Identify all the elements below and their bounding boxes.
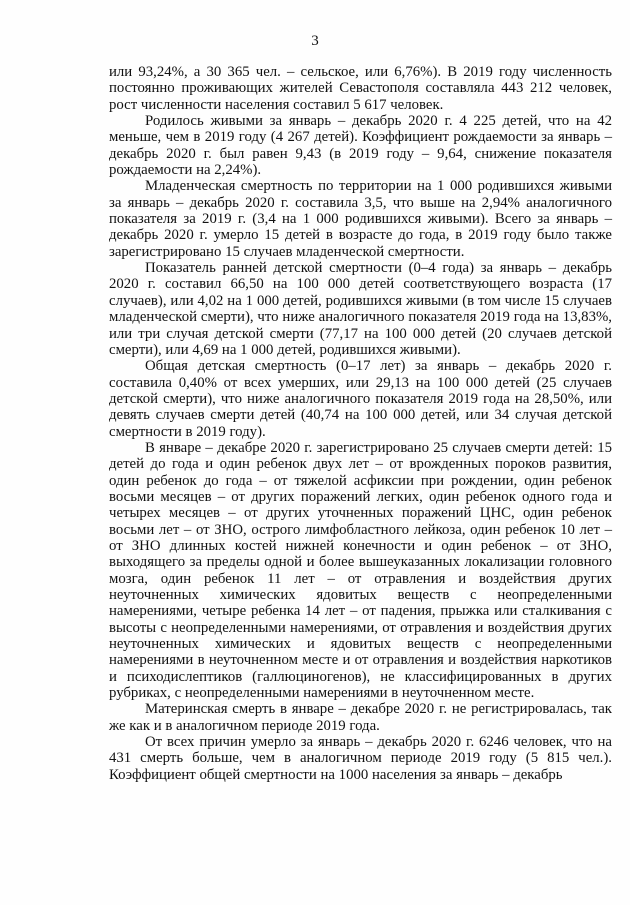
body-text [109, 64, 612, 783]
paragraph-infant-mortality: Младенческая смертность по территории на 1 000 родившихся живыми за январь – декабрь 2020 г. составила 3,5, что выше на 2,94% аналогичного показателя за 2019 г. (3,4 на 1 000 родившихся живыми). Всего за январь – декабрь 2020 г. умерло 15 детей в возрасте до года, в 2019 году было также зарегистрировано 15 случаев младенческой смертности. [109, 178, 612, 260]
paragraph-maternal-mortality: Материнская смерть в январе – декабре 2020 г. не регистрировалась, так же как и в аналогичном периоде 2019 года. [109, 701, 612, 734]
paragraph-population-continued: или 93,24%, а 30 365 чел. – сельское, или 6,76%). В 2019 году численность постоянно проживающих жителей Севастополя составляла 443 212 человек, рост численности населения составил 5 617 человек. [109, 64, 612, 113]
paragraph-child-death-causes: В январе – декабре 2020 г. зарегистрировано 25 случаев смерти детей: 15 детей до года и один ребенок двух лет – от врожденных пороков развития, один ребенок до года – от тяжелой асфиксии при рождении, один ребенок восьми месяцев – от других поражений легких, один ребенок одного года и четырех месяцев – от других уточненных поражений ЦНС, один ребенок восьми лет – от ЗНО, острого лимфобластного лейкоза, один ребенок 10 лет – от ЗНО длинных костей нижней конечности и один ребенок – от ЗНО, выходящего за пределы одной и более вышеуказанных локализации головного мозга, один ребенок 11 лет – от отравления и воздействия других неуточненных химических ядовитых веществ с неопределенными намерениями, четыре ребенка 14 лет – от падения, прыжка или сталкивания с высоты с неопределенными намерениями, от отравления и воздействия других неуточненных химических и ядовитых веществ с неопределенными намерениями в неуточненном месте и от отравления и воздействия наркотиков и психодислептиков (галлюциногенов), не классифицированных в других рубриках, с неопределенными намерениями в неуточненном месте. [109, 439, 612, 702]
page-number: 3 [311, 33, 319, 49]
paragraph-early-child-mortality: Показатель ранней детской смертности (0–4 года) за январь – декабрь 2020 г. составил 66,50 на 100 000 детей соответствующего возраста (17 случаев), или 4,02 на 1 000 детей, родившихся живыми (в том числе 15 случаев младенческой смерти), что ниже аналогичного показателя 2019 года на 13,83%, или три случая детской смерти (77,17 на 100 000 детей (20 случаев детской смерти), или 4,69 на 1 000 детей, родившихся живыми). [109, 260, 612, 358]
paragraph-child-mortality: Общая детская смертность (0–17 лет) за январь – декабрь 2020 г. составила 0,40% от всех умерших, или 29,13 на 100 000 детей (25 случаев детской смерти), что ниже аналогичного показателя 2019 года на 28,50%, или девять случаев смерти детей (40,74 на 100 000 детей, или 34 случая детской смертности в 2019 году). [109, 358, 612, 440]
paragraph-births: Родилось живыми за январь – декабрь 2020 г. 4 225 детей, что на 42 меньше, чем в 2019 году (4 267 детей). Коэффициент рождаемости за январь – декабрь 2020 г. был равен 9,43 (в 2019 году – 9,64, снижение показателя рождаемости на 2,24%). [109, 113, 612, 179]
paragraph-total-mortality: От всех причин умерло за январь – декабрь 2020 г. 6246 человек, что на 431 смерть больше, чем в аналогичном периоде 2019 году (5 815 чел.). Коэффициент общей смертности на 1000 населения за январь – декабрь [109, 734, 612, 783]
